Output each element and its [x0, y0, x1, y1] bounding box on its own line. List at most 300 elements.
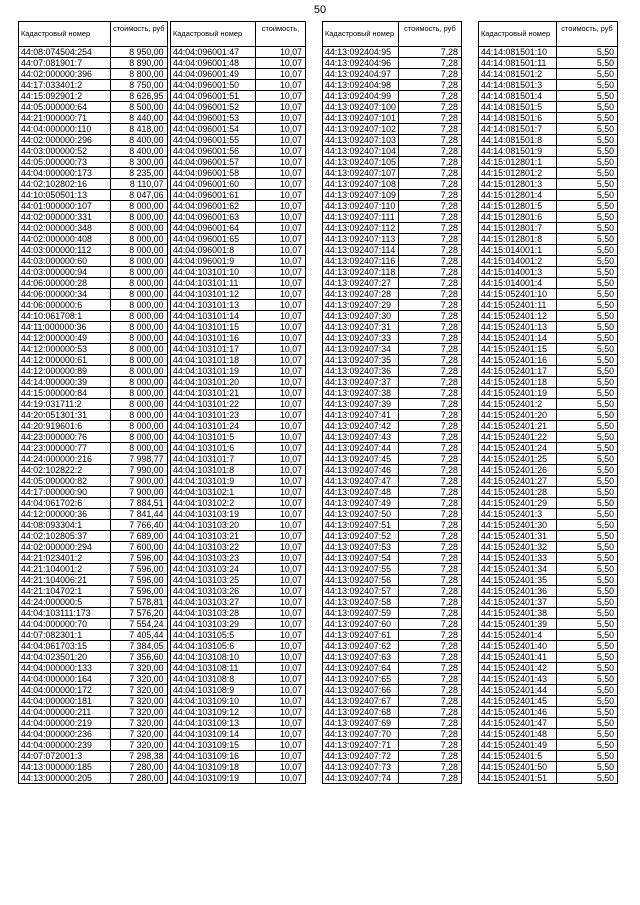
- cadastral-number-cell: 44:04:103103:27: [171, 597, 256, 608]
- cost-cell: 10,07: [256, 102, 306, 113]
- cadastral-number-cell: 44:15:012801:4: [479, 190, 557, 201]
- table-row: [323, 135, 462, 146]
- cadastral-number-cell: 44:04:096001:50: [171, 80, 256, 91]
- cost-cell: 10,07: [256, 399, 306, 410]
- table-row: [479, 410, 618, 421]
- table-row: [19, 355, 168, 366]
- cadastral-number-cell: 44:15:012801:5: [479, 201, 557, 212]
- cadastral-number-cell: 44:15:052401:29: [479, 498, 557, 509]
- cadastral-number-cell: 44:13:092407:67: [323, 696, 399, 707]
- cadastral-number-cell: 44:15:052401:33: [479, 553, 557, 564]
- table-row: [19, 223, 168, 234]
- table-row: [323, 674, 462, 685]
- table-row: [323, 377, 462, 388]
- cost-cell: 10,07: [256, 509, 306, 520]
- table-row: [323, 663, 462, 674]
- cost-cell: 8 000,00: [111, 289, 168, 300]
- cadastral-number-cell: 44:17:033401:2: [19, 80, 111, 91]
- cost-cell: 5,50: [557, 432, 618, 443]
- table-row: [479, 388, 618, 399]
- cost-cell: 7,28: [398, 311, 461, 322]
- cost-cell: 8 000,00: [111, 212, 168, 223]
- cadastral-number-cell: 44:13:092404:97: [323, 69, 399, 80]
- cadastral-number-cell: 44:04:103103:23: [171, 553, 256, 564]
- cadastral-number-cell: 44:04:000000:181: [19, 696, 111, 707]
- table-row: [19, 47, 168, 58]
- cost-cell: 7,28: [398, 91, 461, 102]
- cost-cell: 8 800,00: [111, 69, 168, 80]
- cadastral-number-cell: 44:04:103105:5: [171, 630, 256, 641]
- cost-cell: 10,07: [256, 344, 306, 355]
- table-row: [19, 663, 168, 674]
- table-row: [171, 256, 306, 267]
- cost-cell: 5,50: [557, 58, 618, 69]
- cost-cell: 7,28: [398, 223, 461, 234]
- cost-cell: 7,28: [398, 520, 461, 531]
- cost-cell: 5,50: [557, 399, 618, 410]
- table-row: [323, 289, 462, 300]
- cadastral-number-cell: 44:23:000000:76: [19, 432, 111, 443]
- cadastral-number-cell: 44:02:000000:408: [19, 234, 111, 245]
- cost-cell: 10,07: [256, 641, 306, 652]
- cadastral-number-cell: 44:15:052401:37: [479, 597, 557, 608]
- cadastral-number-cell: 44:13:092407:101: [323, 113, 399, 124]
- cadastral-number-cell: 44:15:052401:19: [479, 388, 557, 399]
- cadastral-number-cell: 44:13:092407:113: [323, 234, 399, 245]
- cost-cell: 5,50: [557, 201, 618, 212]
- cadastral-number-cell: 44:05:000000:82: [19, 476, 111, 487]
- table-row: [171, 278, 306, 289]
- table-row: [323, 157, 462, 168]
- cadastral-number-cell: 44:05:000000:64: [19, 102, 111, 113]
- cadastral-number-cell: 44:13:092407:28: [323, 289, 399, 300]
- cadastral-number-cell: 44:13:092407:58: [323, 597, 399, 608]
- header-cadastral: Кадастровый номер: [19, 22, 111, 47]
- table-row: [19, 751, 168, 762]
- cost-cell: 10,07: [256, 355, 306, 366]
- table-row: [323, 47, 462, 58]
- cost-cell: 5,50: [557, 729, 618, 740]
- table-row: [479, 311, 618, 322]
- table-row: [323, 113, 462, 124]
- cadastral-number-cell: 44:15:052401:3: [479, 509, 557, 520]
- cost-cell: 5,50: [557, 410, 618, 421]
- table-row: [19, 267, 168, 278]
- table-row: [479, 597, 618, 608]
- cost-cell: 5,50: [557, 421, 618, 432]
- cadastral-number-cell: 44:15:052401:28: [479, 487, 557, 498]
- cadastral-number-cell: 44:04:103103:25: [171, 575, 256, 586]
- table-row: [323, 388, 462, 399]
- cadastral-number-cell: 44:13:092407:52: [323, 531, 399, 542]
- cost-cell: 8 235,00: [111, 168, 168, 179]
- cadastral-number-cell: 44:14:081501:9: [479, 146, 557, 157]
- cadastral-number-cell: 44:04:103105:6: [171, 641, 256, 652]
- cadastral-number-cell: 44:13:092407:66: [323, 685, 399, 696]
- cadastral-number-cell: 44:04:103101:7: [171, 454, 256, 465]
- cost-cell: 10,07: [256, 762, 306, 773]
- table-row: [19, 641, 168, 652]
- cost-cell: 5,50: [557, 388, 618, 399]
- cadastral-number-cell: 44:15:052401:46: [479, 707, 557, 718]
- cadastral-number-cell: 44:13:092407:116: [323, 256, 399, 267]
- cost-cell: 7,28: [398, 102, 461, 113]
- cost-cell: 7,28: [398, 355, 461, 366]
- cadastral-number-cell: 44:13:092407:36: [323, 366, 399, 377]
- table-row: [19, 80, 168, 91]
- table-row: [323, 223, 462, 234]
- cost-cell: 7,28: [398, 751, 461, 762]
- cost-cell: 7 280,00: [111, 773, 168, 784]
- cost-cell: 5,50: [557, 630, 618, 641]
- cadastral-number-cell: 44:04:103101:16: [171, 333, 256, 344]
- table-row: [171, 179, 306, 190]
- table-row: [19, 69, 168, 80]
- table-row: [479, 575, 618, 586]
- table-row: [171, 124, 306, 135]
- cadastral-number-cell: 44:15:052401:42: [479, 663, 557, 674]
- table-row: [479, 399, 618, 410]
- table-row: [479, 190, 618, 201]
- cost-cell: 10,07: [256, 432, 306, 443]
- cadastral-number-cell: 44:04:096001:62: [171, 201, 256, 212]
- table-row: [479, 531, 618, 542]
- cadastral-number-cell: 44:04:103101:6: [171, 443, 256, 454]
- cadastral-number-cell: 44:13:092407:57: [323, 586, 399, 597]
- cadastral-number-cell: 44:04:103101:19: [171, 366, 256, 377]
- table-row: [479, 641, 618, 652]
- cadastral-number-cell: 44:13:092407:68: [323, 707, 399, 718]
- table-row: [479, 135, 618, 146]
- cadastral-number-cell: 44:03:000000:52: [19, 146, 111, 157]
- table-row: [171, 146, 306, 157]
- table-row: [171, 740, 306, 751]
- cost-cell: 7,28: [398, 597, 461, 608]
- cadastral-number-cell: 44:19:031711:2: [19, 399, 111, 410]
- table-row: [19, 762, 168, 773]
- table-row: [19, 487, 168, 498]
- table-row: [171, 674, 306, 685]
- cadastral-number-cell: 44:13:092407:34: [323, 344, 399, 355]
- cadastral-number-cell: 44:13:092407:47: [323, 476, 399, 487]
- cadastral-number-cell: 44:04:000000:164: [19, 674, 111, 685]
- cadastral-number-cell: 44:13:000000:205: [19, 773, 111, 784]
- table-row: [171, 311, 306, 322]
- table-row: [479, 179, 618, 190]
- cadastral-number-cell: 44:15:052401:41: [479, 652, 557, 663]
- cost-cell: 7,28: [398, 740, 461, 751]
- table-row: [171, 641, 306, 652]
- cost-cell: 7,28: [398, 399, 461, 410]
- cost-cell: 7,28: [398, 652, 461, 663]
- cost-cell: 10,07: [256, 740, 306, 751]
- table-row: [171, 223, 306, 234]
- cadastral-number-cell: 44:15:014001:4: [479, 278, 557, 289]
- cost-cell: 7 900,00: [111, 476, 168, 487]
- cadastral-number-cell: 44:04:096001:49: [171, 69, 256, 80]
- cadastral-number-cell: 44:13:092407:65: [323, 674, 399, 685]
- cadastral-number-cell: 44:13:092407:104: [323, 146, 399, 157]
- cadastral-number-cell: 44:04:103103:22: [171, 542, 256, 553]
- cadastral-number-cell: 44:15:052401:45: [479, 696, 557, 707]
- table-row: [323, 179, 462, 190]
- cadastral-number-cell: 44:13:092407:38: [323, 388, 399, 399]
- cost-cell: 7 841,44: [111, 509, 168, 520]
- cost-cell: 10,07: [256, 674, 306, 685]
- cadastral-number-cell: 44:14:000000:39: [19, 377, 111, 388]
- cost-cell: 10,07: [256, 333, 306, 344]
- cadastral-number-cell: 44:13:092407:33: [323, 333, 399, 344]
- cost-cell: 10,07: [256, 410, 306, 421]
- cadastral-number-cell: 44:02:000000:348: [19, 223, 111, 234]
- table-row: [323, 454, 462, 465]
- table-row: [19, 608, 168, 619]
- cost-cell: 7,28: [398, 300, 461, 311]
- table-row: [323, 652, 462, 663]
- table-row: [323, 542, 462, 553]
- cadastral-number-cell: 44:15:052401:11: [479, 300, 557, 311]
- table-row: [479, 234, 618, 245]
- table-row: [19, 102, 168, 113]
- table-row: [479, 201, 618, 212]
- table-row: [19, 377, 168, 388]
- cost-cell: 10,07: [256, 531, 306, 542]
- table-row: [171, 58, 306, 69]
- cost-cell: 7,28: [398, 124, 461, 135]
- cadastral-number-cell: 44:13:092407:107: [323, 168, 399, 179]
- cadastral-number-cell: 44:15:052401:26: [479, 465, 557, 476]
- cost-cell: 8 000,00: [111, 366, 168, 377]
- cadastral-number-cell: 44:02:102802:16: [19, 179, 111, 190]
- cost-cell: 7 320,00: [111, 718, 168, 729]
- cadastral-number-cell: 44:13:092407:48: [323, 487, 399, 498]
- cadastral-number-cell: 44:04:096001:47: [171, 47, 256, 58]
- cost-cell: 7 320,00: [111, 685, 168, 696]
- cadastral-number-cell: 44:04:103109:12: [171, 707, 256, 718]
- table-row: [323, 707, 462, 718]
- cost-cell: 10,07: [256, 729, 306, 740]
- table-row: [171, 91, 306, 102]
- table-row: [479, 47, 618, 58]
- table-row: [171, 597, 306, 608]
- cost-cell: 7 320,00: [111, 696, 168, 707]
- table-row: [479, 476, 618, 487]
- cost-cell: 7,28: [398, 476, 461, 487]
- cost-cell: 10,07: [256, 179, 306, 190]
- table-row: [19, 278, 168, 289]
- table-row: [19, 729, 168, 740]
- cadastral-number-cell: 44:04:103101:8: [171, 465, 256, 476]
- cost-cell: 10,07: [256, 146, 306, 157]
- cost-cell: 5,50: [557, 509, 618, 520]
- table-row: [19, 619, 168, 630]
- table-row: [171, 465, 306, 476]
- cadastral-number-cell: 44:15:092901:2: [19, 91, 111, 102]
- cost-cell: 8 890,00: [111, 58, 168, 69]
- cost-cell: 10,07: [256, 366, 306, 377]
- table-row: [323, 421, 462, 432]
- cadastral-number-cell: 44:15:052401:13: [479, 322, 557, 333]
- table-row: [323, 509, 462, 520]
- cadastral-number-cell: 44:07:081901:7: [19, 58, 111, 69]
- cost-cell: 7 766,40: [111, 520, 168, 531]
- header-cost: стоимость, руб: [557, 22, 618, 47]
- cost-cell: 7,28: [398, 509, 461, 520]
- table-row: [479, 685, 618, 696]
- table-row: [19, 113, 168, 124]
- table-row: [171, 696, 306, 707]
- cadastral-number-cell: 44:04:096001:53: [171, 113, 256, 124]
- cadastral-number-cell: 44:04:000000:133: [19, 663, 111, 674]
- cost-cell: 7,28: [398, 113, 461, 124]
- cadastral-number-cell: 44:12:000000:49: [19, 333, 111, 344]
- cost-cell: 5,50: [557, 69, 618, 80]
- cost-cell: 7,28: [398, 696, 461, 707]
- cost-cell: 5,50: [557, 102, 618, 113]
- cadastral-number-cell: 44:04:103102:2: [171, 498, 256, 509]
- table-row: [19, 630, 168, 641]
- cost-cell: 10,07: [256, 597, 306, 608]
- cadastral-number-cell: 44:13:092407:111: [323, 212, 399, 223]
- cadastral-number-cell: 44:04:096001:65: [171, 234, 256, 245]
- cost-cell: 5,50: [557, 454, 618, 465]
- cadastral-number-cell: 44:15:052401:51: [479, 773, 557, 784]
- cost-cell: 7,28: [398, 685, 461, 696]
- cost-cell: 5,50: [557, 685, 618, 696]
- cost-cell: 7,28: [398, 542, 461, 553]
- cadastral-number-cell: 44:04:103111:173: [19, 608, 111, 619]
- cadastral-number-cell: 44:04:096001:58: [171, 168, 256, 179]
- table-row: [19, 311, 168, 322]
- cadastral-number-cell: 44:04:103103:21: [171, 531, 256, 542]
- table-row: [171, 432, 306, 443]
- cadastral-number-cell: 44:04:103101:22: [171, 399, 256, 410]
- cost-cell: 7 320,00: [111, 740, 168, 751]
- table-row: [323, 520, 462, 531]
- cost-cell: 7,28: [398, 267, 461, 278]
- cadastral-number-cell: 44:14:081501:11: [479, 58, 557, 69]
- cost-cell: 5,50: [557, 619, 618, 630]
- cost-cell: 5,50: [557, 707, 618, 718]
- table-row: [19, 157, 168, 168]
- cadastral-number-cell: 44:12:000000:53: [19, 344, 111, 355]
- table-row: [171, 707, 306, 718]
- cost-cell: 7 405,44: [111, 630, 168, 641]
- cadastral-number-cell: 44:02:000000:331: [19, 212, 111, 223]
- table-row: [171, 388, 306, 399]
- cadastral-number-cell: 44:04:000000:173: [19, 168, 111, 179]
- cost-cell: 5,50: [557, 124, 618, 135]
- table-row: [19, 553, 168, 564]
- cost-cell: 7 320,00: [111, 663, 168, 674]
- cost-cell: 5,50: [557, 267, 618, 278]
- cost-cell: 5,50: [557, 718, 618, 729]
- table-row: [323, 300, 462, 311]
- table-row: [479, 542, 618, 553]
- table-row: [171, 168, 306, 179]
- cost-cell: 5,50: [557, 157, 618, 168]
- table-row: [323, 476, 462, 487]
- cost-cell: 10,07: [256, 608, 306, 619]
- cadastral-number-cell: 44:20:051301:31: [19, 410, 111, 421]
- table-row: [171, 113, 306, 124]
- table-row: [479, 58, 618, 69]
- table-row: [19, 201, 168, 212]
- table-row: [479, 509, 618, 520]
- table-row: [479, 762, 618, 773]
- cost-cell: 8 400,00: [111, 146, 168, 157]
- table-row: [171, 190, 306, 201]
- cost-cell: 7 356,60: [111, 652, 168, 663]
- cost-cell: 7,28: [398, 432, 461, 443]
- table-row: [19, 410, 168, 421]
- cadastral-number-cell: 44:04:096001:54: [171, 124, 256, 135]
- cost-cell: 5,50: [557, 696, 618, 707]
- table-row: [171, 751, 306, 762]
- cadastral-number-cell: 44:13:092407:64: [323, 663, 399, 674]
- cost-cell: 5,50: [557, 652, 618, 663]
- cadastral-number-cell: 44:04:096001:60: [171, 179, 256, 190]
- table-row: [171, 542, 306, 553]
- cost-cell: 8 000,00: [111, 432, 168, 443]
- cost-cell: 10,07: [256, 256, 306, 267]
- table-row: [323, 575, 462, 586]
- cadastral-number-cell: 44:14:081501:7: [479, 124, 557, 135]
- table-row: [171, 201, 306, 212]
- table-row: [171, 267, 306, 278]
- cadastral-number-cell: 44:13:092407:51: [323, 520, 399, 531]
- cadastral-number-cell: 44:15:052401:18: [479, 377, 557, 388]
- table-row: [323, 168, 462, 179]
- cost-cell: 10,07: [256, 245, 306, 256]
- cadastral-number-cell: 44:04:096001:8: [171, 245, 256, 256]
- table-row: [479, 157, 618, 168]
- table-row: [171, 322, 306, 333]
- cost-cell: 5,50: [557, 234, 618, 245]
- cadastral-number-cell: 44:21:104702:1: [19, 586, 111, 597]
- table-row: [479, 652, 618, 663]
- cadastral-number-cell: 44:04:000000:211: [19, 707, 111, 718]
- cadastral-number-cell: 44:04:103103:26: [171, 586, 256, 597]
- cost-cell: 10,07: [256, 267, 306, 278]
- table-row: [323, 234, 462, 245]
- cadastral-table-1: [18, 21, 168, 784]
- cadastral-number-cell: 44:04:103101:13: [171, 300, 256, 311]
- table-row: [479, 168, 618, 179]
- cost-cell: 7 554,24: [111, 619, 168, 630]
- cost-cell: 5,50: [557, 311, 618, 322]
- cost-cell: 8 047,06: [111, 190, 168, 201]
- table-row: [171, 366, 306, 377]
- cadastral-number-cell: 44:04:000000:239: [19, 740, 111, 751]
- table-row: [171, 476, 306, 487]
- cost-cell: 7 320,00: [111, 707, 168, 718]
- cadastral-number-cell: 44:17:000000:90: [19, 487, 111, 498]
- cost-cell: 7,28: [398, 278, 461, 289]
- cadastral-number-cell: 44:13:092407:55: [323, 564, 399, 575]
- cost-cell: 10,07: [256, 685, 306, 696]
- cost-cell: 10,07: [256, 124, 306, 135]
- cadastral-number-cell: 44:04:103101:17: [171, 344, 256, 355]
- cost-cell: 5,50: [557, 300, 618, 311]
- cost-cell: 8 110,07: [111, 179, 168, 190]
- cadastral-number-cell: 44:13:092407:74: [323, 773, 399, 784]
- table-row: [19, 454, 168, 465]
- cost-cell: 7,28: [398, 663, 461, 674]
- cost-cell: 8 000,00: [111, 421, 168, 432]
- cadastral-number-cell: 44:15:000000:84: [19, 388, 111, 399]
- table-row: [479, 69, 618, 80]
